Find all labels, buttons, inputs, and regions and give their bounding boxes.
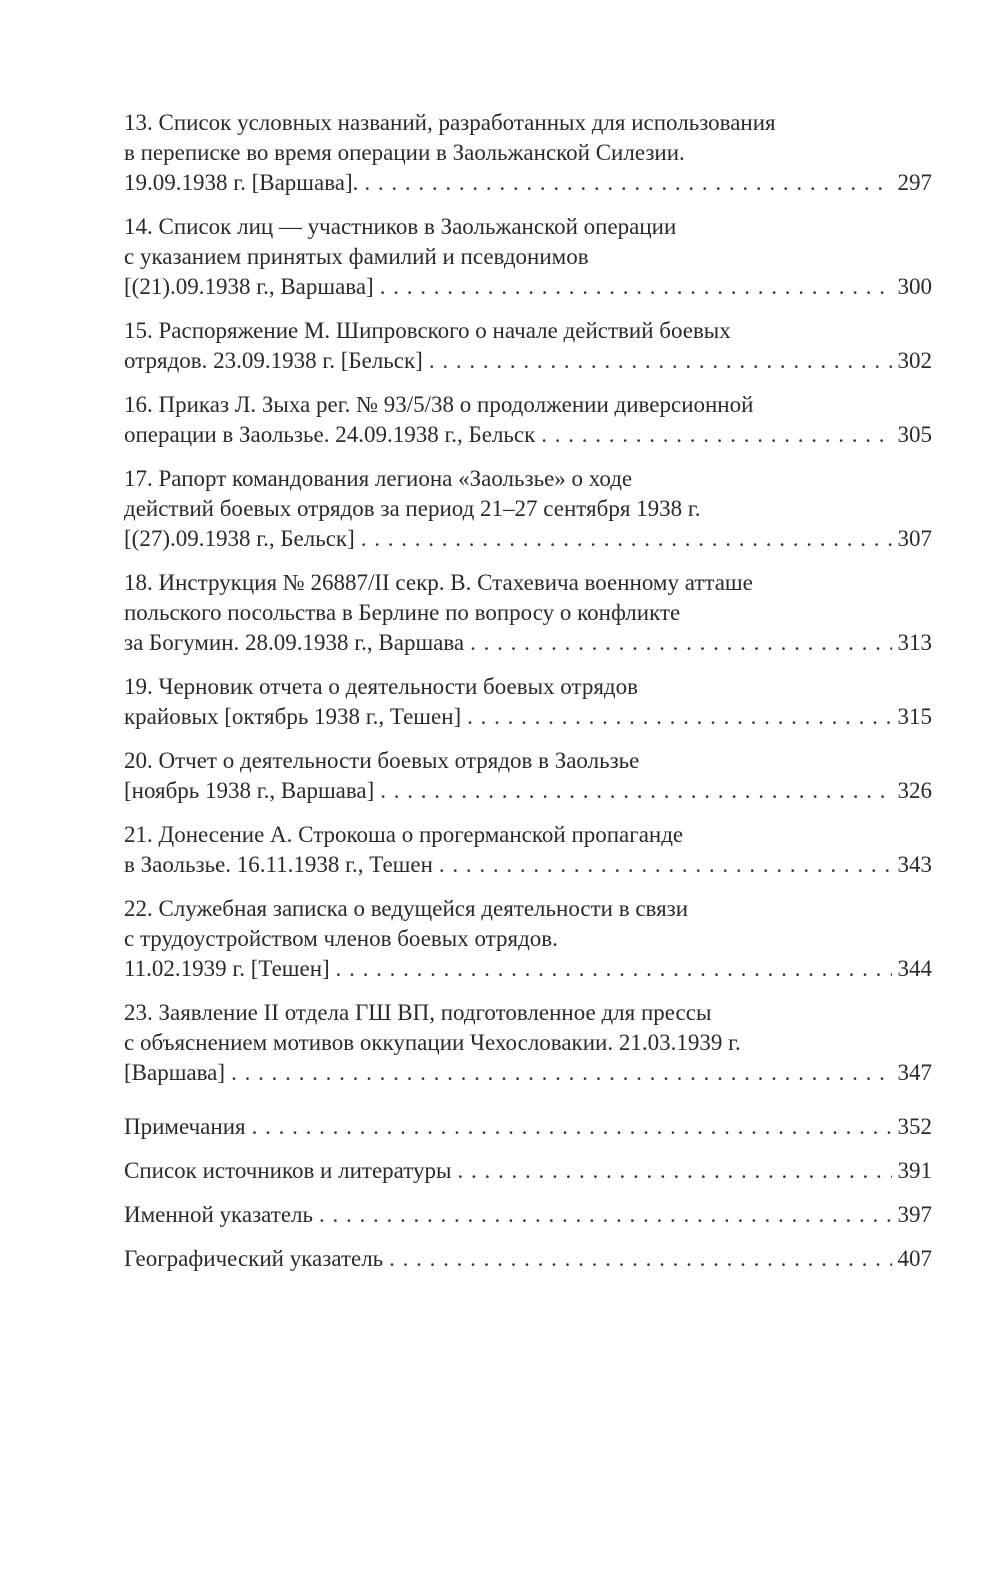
toc-entry-line: за Богумин. 28.09.1938 г., Варшава: [124, 630, 465, 655]
toc-entry: [124, 1244, 932, 1274]
toc-entry-line: Географический указатель: [124, 1246, 384, 1271]
page-number: 407: [897, 1246, 932, 1271]
page-number: 297: [897, 170, 932, 195]
toc-entry-line: Список источников и литературы: [124, 1158, 452, 1183]
dot-leader: [231, 1058, 891, 1088]
toc-entry-final-line: [124, 628, 932, 658]
toc-entry-line: действий боевых отрядов за период 21–27 сентября 1938 г.: [124, 496, 701, 521]
page-number: 397: [897, 1202, 932, 1227]
toc-entry-final-line: [124, 346, 932, 376]
toc-entry-final-line: [124, 168, 932, 198]
dot-leader: [364, 168, 891, 198]
page-number: 326: [897, 778, 932, 803]
toc-entry-line: с объяснением мотивов оккупации Чехословакии. 21.03.1939 г.: [124, 1030, 741, 1055]
toc-entry: [124, 108, 932, 198]
toc-entry-line: 13. Список условных названий, разработанных для использования: [124, 110, 776, 135]
toc-entry-final-line: [124, 1112, 932, 1142]
toc-entry-line: 20. Отчет о деятельности боевых отрядов в Заользье: [124, 748, 640, 773]
dot-leader: [380, 776, 891, 806]
toc-entry-line: польского посольства в Берлине по вопросу о конфликте: [124, 600, 681, 625]
toc-entry: [124, 820, 932, 880]
toc-entry-line: 19.09.1938 г. [Варшава].: [124, 170, 359, 195]
toc-entry-line: 23. Заявление II отдела ГШ ВП, подготовленное для прессы: [124, 1000, 712, 1025]
toc-entry-line: 22. Служебная записка о ведущейся деятельности в связи: [124, 896, 689, 921]
page-number: 302: [897, 348, 932, 373]
toc-entry-final-line: [124, 850, 932, 880]
page-number: 344: [897, 956, 932, 981]
toc-entry: [124, 998, 932, 1088]
dot-leader: [319, 1200, 891, 1230]
toc-entry: [124, 746, 932, 806]
page-number: 343: [897, 852, 932, 877]
toc-entry-line: с трудоустройством членов боевых отрядов.: [124, 926, 558, 951]
toc-entry-final-line: [124, 1058, 932, 1088]
toc-entry-line: 14. Список лиц — участников в Заольжанской операции: [124, 214, 677, 239]
dot-leader: [252, 1112, 892, 1142]
toc-entry-line: Именной указатель: [124, 1202, 314, 1227]
dot-leader: [336, 954, 892, 984]
dot-leader: [457, 1156, 891, 1186]
toc-entry-line: 19. Черновик отчета о деятельности боевых отрядов: [124, 674, 638, 699]
toc-entry-final-line: [124, 1156, 932, 1186]
toc-entry-line: с указанием принятых фамилий и псевдонимов: [124, 244, 589, 269]
page-number: 307: [897, 526, 932, 551]
toc-entry-final-line: [124, 1200, 932, 1230]
toc-entry-line: 11.02.1939 г. [Тешен]: [124, 956, 330, 981]
toc-entry-line: Примечания: [124, 1114, 246, 1139]
page-number: 315: [897, 704, 932, 729]
toc-entry-line: 15. Распоряжение М. Шипровского о начале действий боевых: [124, 318, 731, 343]
toc-entry-line: [(21).09.1938 г., Варшава]: [124, 274, 374, 299]
dot-leader: [439, 850, 892, 880]
toc-entry: [124, 316, 932, 376]
dot-leader: [467, 702, 891, 732]
toc-entry-line: операции в Заользье. 24.09.1938 г., Бельск: [124, 422, 536, 447]
dot-leader: [541, 420, 891, 450]
toc-entry-line: 18. Инструкция № 26887/II секр. В. Стахевича военному атташе: [124, 570, 753, 595]
toc-entry-line: в Заользье. 16.11.1938 г., Тешен: [124, 852, 433, 877]
toc-entry: [124, 894, 932, 984]
toc-entry-line: [Варшава]: [124, 1060, 226, 1085]
toc-entry-line: [ноябрь 1938 г., Варшава]: [124, 778, 375, 803]
toc-entry-line: 16. Приказ Л. Зыха рег. № 93/5/38 о продолжении диверсионной: [124, 392, 754, 417]
toc-entry-line: отрядов. 23.09.1938 г. [Бельск]: [124, 348, 423, 373]
toc-entry-line: крайовых [октябрь 1938 г., Тешен]: [124, 704, 462, 729]
page-number: 391: [897, 1158, 932, 1183]
page-number: 313: [897, 630, 932, 655]
toc-entry: [124, 1200, 932, 1230]
dot-leader: [429, 346, 892, 376]
toc-entry-line: 17. Рапорт командования легиона «Заользье» о ходе: [124, 466, 633, 491]
toc-entry-line: [(27).09.1938 г., Бельск]: [124, 526, 355, 551]
toc-entry-final-line: [124, 1244, 932, 1274]
toc-entry: [124, 1156, 932, 1186]
toc-entry-final-line: [124, 524, 932, 554]
page-number: 352: [897, 1114, 932, 1139]
toc-entry: [124, 672, 932, 732]
toc-entry: [124, 212, 932, 302]
page-number: 347: [897, 1060, 932, 1085]
toc-entry-final-line: [124, 702, 932, 732]
page-number: 300: [897, 274, 932, 299]
toc-entry-final-line: [124, 954, 932, 984]
page-number: 305: [897, 422, 932, 447]
toc-entry: [124, 1112, 932, 1142]
toc-entry-line: 21. Донесение А. Строкоша о прогерманской пропаганде: [124, 822, 684, 847]
toc-entry-final-line: [124, 776, 932, 806]
dot-leader: [389, 1244, 891, 1274]
dot-leader: [470, 628, 891, 658]
table-of-contents: [124, 108, 932, 1274]
dot-leader: [380, 272, 892, 302]
toc-entry: [124, 464, 932, 554]
toc-entry-final-line: [124, 420, 932, 450]
toc-entry-final-line: [124, 272, 932, 302]
toc-entry-line: в переписке во время операции в Заольжанской Силезии.: [124, 140, 685, 165]
dot-leader: [361, 524, 892, 554]
toc-entry: [124, 568, 932, 658]
toc-entry: [124, 390, 932, 450]
